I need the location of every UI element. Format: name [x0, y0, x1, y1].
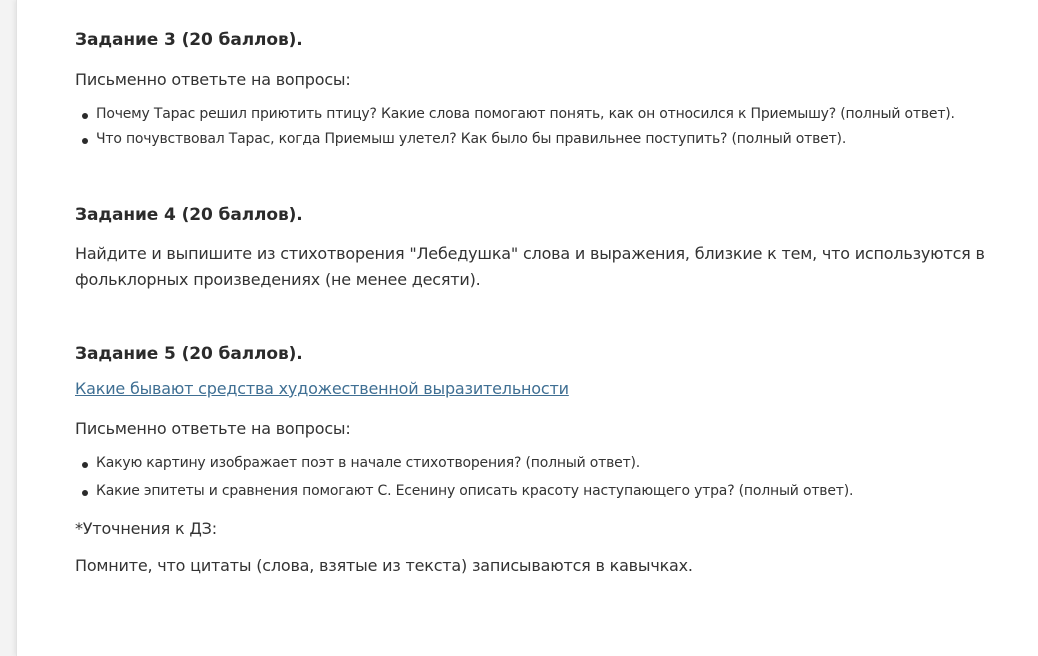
list-item [75, 455, 853, 483]
bullet-icon [82, 138, 88, 144]
task3-question-2: Что почувствовал Тарас, когда Приемыш улетел? Как было бы правильнее поступить? (полный ответ). [96, 131, 847, 147]
homework-note-text: Помните, что цитаты (слова, взятые из текста) записываются в кавычках. [75, 556, 693, 575]
task3-question-1: Почему Тарас решил приютить птицу? Какие слова помогают понять, как он относился к Приемышу? (полный ответ). [96, 106, 955, 122]
bullet-icon [82, 113, 88, 119]
expressive-means-link[interactable]: Какие бывают средства художественной выразительности [75, 379, 569, 398]
task3-question-list [75, 106, 955, 156]
task4-text: Найдите и выпишите из стихотворения "Лебедушка" слова и выражения, близкие к тем, что используются в фольклорных произведениях (не менее десяти). [75, 244, 985, 289]
list-item [75, 131, 955, 156]
task4-heading: Задание 4 (20 баллов). [75, 205, 303, 225]
bullet-icon [82, 462, 88, 468]
document-page [16, 0, 1038, 656]
task3-intro: Письменно ответьте на вопросы: [75, 70, 351, 89]
list-item [75, 106, 955, 131]
task5-intro: Письменно ответьте на вопросы: [75, 419, 351, 438]
task5-question-1: Какую картину изображает поэт в начале стихотворения? (полный ответ). [96, 455, 641, 471]
list-item [75, 483, 853, 511]
task5-question-2: Какие эпитеты и сравнения помогают С. Есенину описать красоту наступающего утра? (полный ответ). [96, 483, 854, 499]
task3-heading: Задание 3 (20 баллов). [75, 30, 303, 50]
bullet-icon [82, 490, 88, 496]
task5-question-list [75, 455, 853, 511]
task5-heading: Задание 5 (20 баллов). [75, 344, 303, 364]
homework-note-title: *Уточнения к ДЗ: [75, 519, 217, 538]
